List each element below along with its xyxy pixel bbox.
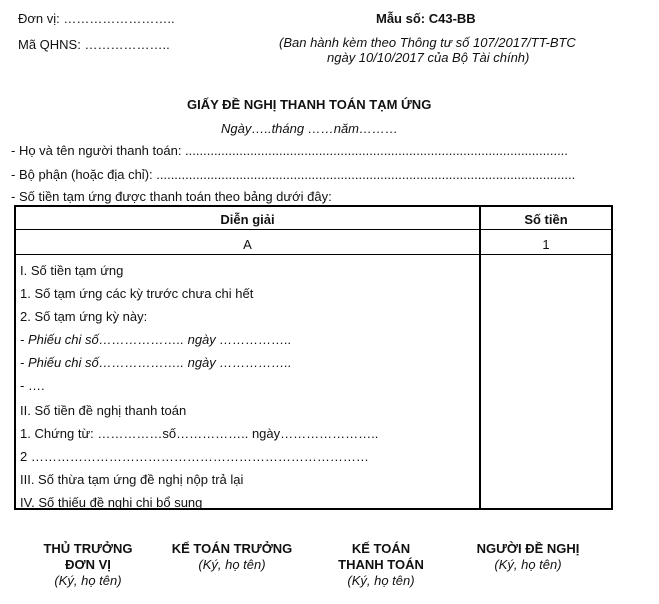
payer-name-field: - Họ và tên người thanh toán: ..........................................................................................................: [11, 143, 568, 158]
table-row: - ….: [20, 378, 45, 393]
table-row: II. Số tiền đề nghị thanh toán: [20, 403, 187, 418]
signature-title: KẾ TOÁN TRƯỞNG: [171, 541, 293, 556]
signature-head-of-unit: [22, 541, 154, 589]
table-row: IV. Số thiếu đề nghị chi bổ sung: [20, 495, 203, 510]
signature-subtitle: (Ký, họ tên): [347, 573, 415, 588]
table-row: I. Số tiền tạm ứng: [20, 263, 124, 278]
table-row: 1. Chứng từ: ……………số…………….. ngày…………………..: [20, 426, 379, 441]
table-row: 1. Số tạm ứng các kỳ trước chưa chi hết: [20, 286, 254, 301]
signature-title: KẾ TOÁN: [351, 541, 411, 556]
advance-payment-table: [14, 205, 613, 510]
signature-chief-accountant: [162, 541, 302, 573]
signature-title: ĐƠN VỊ: [65, 557, 111, 572]
signature-requester: [466, 541, 590, 573]
subheader-a: A: [243, 237, 252, 252]
amount-intro: - Số tiền tạm ứng được thanh toán theo bảng dưới đây:: [11, 189, 332, 204]
table-row: - Phiếu chi số……………….. ngày ……………..: [20, 332, 292, 347]
column-header-description: Diễn giải: [220, 212, 275, 227]
table-row: 2 ……………………………………………………………………: [20, 449, 369, 464]
date-line: Ngày…..tháng ……năm………: [221, 121, 399, 136]
signature-subtitle: (Ký, họ tên): [198, 557, 266, 572]
department-field: - Bộ phận (hoặc địa chỉ): ....................................................................................................................: [11, 167, 576, 182]
qhns-field: Mã QHNS: ………………..: [18, 37, 170, 52]
signature-payment-accountant: [326, 541, 436, 589]
issued-line-2: ngày 10/10/2017 của Bộ Tài chính): [327, 50, 530, 65]
signature-subtitle: (Ký, họ tên): [494, 557, 562, 572]
signature-subtitle: (Ký, họ tên): [54, 573, 122, 588]
column-header-amount: Số tiền: [524, 212, 568, 227]
subheader-divider: [16, 254, 611, 255]
signature-title: THANH TOÁN: [338, 557, 424, 572]
table-row: - Phiếu chi số……………….. ngày ……………..: [20, 355, 292, 370]
form-number: Mẫu số: C43-BB: [376, 11, 476, 26]
table-row: 2. Số tạm ứng kỳ này:: [20, 309, 148, 324]
issued-line-1: (Ban hành kèm theo Thông tư số 107/2017/TT-BTC: [279, 35, 576, 50]
header-divider: [16, 229, 611, 230]
subheader-1: 1: [542, 237, 550, 252]
unit-field: Đơn vị: ……………………..: [18, 11, 175, 26]
column-divider: [479, 207, 481, 508]
signature-title: NGƯỜI ĐỀ NGHỊ: [476, 541, 580, 556]
table-row: III. Số thừa tạm ứng đề nghị nộp trả lại: [20, 472, 244, 487]
signature-title: THỦ TRƯỞNG: [43, 541, 133, 556]
page-title: GIẤY ĐỀ NGHỊ THANH TOÁN TẠM ỨNG: [187, 97, 432, 112]
